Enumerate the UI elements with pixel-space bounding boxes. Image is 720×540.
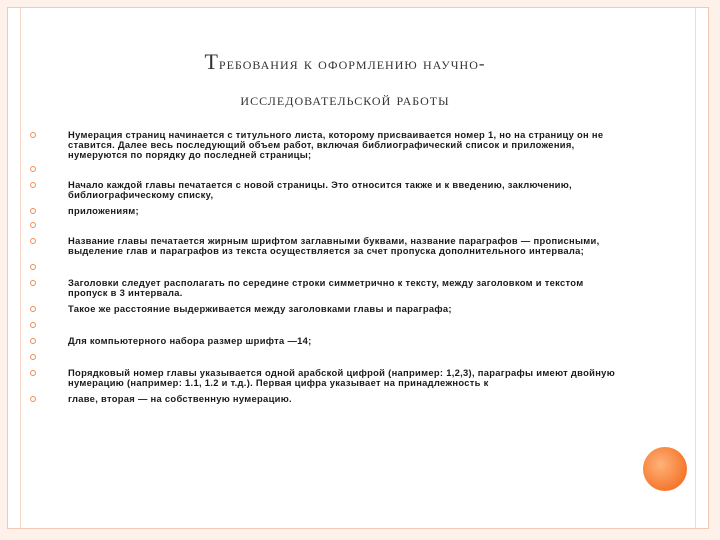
list-item-empty xyxy=(26,352,626,364)
list-item-empty xyxy=(26,320,626,332)
frame-decoration-left xyxy=(20,8,21,528)
frame-decoration-right xyxy=(695,8,696,528)
list-item xyxy=(26,368,626,388)
bullet-icon xyxy=(30,166,36,172)
bullet-icon xyxy=(30,132,36,138)
list-item xyxy=(26,278,626,298)
bullet-icon xyxy=(30,370,36,376)
title-initial: Т xyxy=(204,49,219,74)
bullet-icon xyxy=(30,264,36,270)
list-item-empty xyxy=(26,262,626,274)
list-item-text: Заголовки следует располагать по середине строки симметрично к тексту, между заголовком и текстом пропуск в 3 интервала. xyxy=(68,277,584,298)
list-item-text: Название главы печатается жирным шрифтом заглавными буквами, название параграфов — прописными, выделение глав и параграфов из текста осуществляется за счет пропуска дополнительного интервала; xyxy=(68,235,600,256)
list-item xyxy=(26,206,626,216)
title-line-2: исследовательской работы xyxy=(240,90,450,109)
title-line-1 xyxy=(60,44,630,82)
bullet-icon xyxy=(30,238,36,244)
list-item xyxy=(26,236,626,256)
list-item xyxy=(26,180,626,200)
list-item-text: Для компьютерного набора размер шрифта —14; xyxy=(68,335,312,346)
decorative-circle xyxy=(643,447,687,491)
slide-title xyxy=(60,44,630,118)
bullet-icon xyxy=(30,354,36,360)
list-item xyxy=(26,394,626,404)
bullet-icon xyxy=(30,182,36,188)
bullet-icon xyxy=(30,280,36,286)
list-item-empty xyxy=(26,220,626,232)
list-item-text: приложениям; xyxy=(68,205,139,216)
title-line-1-text: ребования к оформлению научно- xyxy=(218,54,486,73)
list-item-text: Такое же расстояние выдерживается между заголовками главы и параграфа; xyxy=(68,303,452,314)
list-item-empty xyxy=(26,164,626,176)
list-item-text: главе, вторая — на собственную нумерацию. xyxy=(68,393,292,404)
bullet-icon xyxy=(30,208,36,214)
requirements-list xyxy=(26,124,626,404)
bullet-icon xyxy=(30,322,36,328)
list-item-text: Нумерация страниц начинается с титульного листа, которому присваивается номер 1, но на страницу он не ставится. Далее весь последующий объем работ, включая библиографический список и приложения, нумеруются по порядку до последней страницы; xyxy=(68,129,604,160)
bullet-icon xyxy=(30,306,36,312)
list-item xyxy=(26,130,626,160)
list-item-text: Начало каждой главы печатается с новой страницы. Это относится также и к введению, заключению, библиографическому списку, xyxy=(68,179,572,200)
bullet-icon xyxy=(30,338,36,344)
list-item xyxy=(26,336,626,346)
bullet-icon xyxy=(30,222,36,228)
list-item-text: Порядковый номер главы указывается одной арабской цифрой (например: 1,2,3), параграфы имеют двойную нумерацию (например: 1.1, 1.2 и т.д.). Первая цифра указывает на принадлежность к xyxy=(68,367,615,388)
list-item xyxy=(26,304,626,314)
bullet-icon xyxy=(30,396,36,402)
